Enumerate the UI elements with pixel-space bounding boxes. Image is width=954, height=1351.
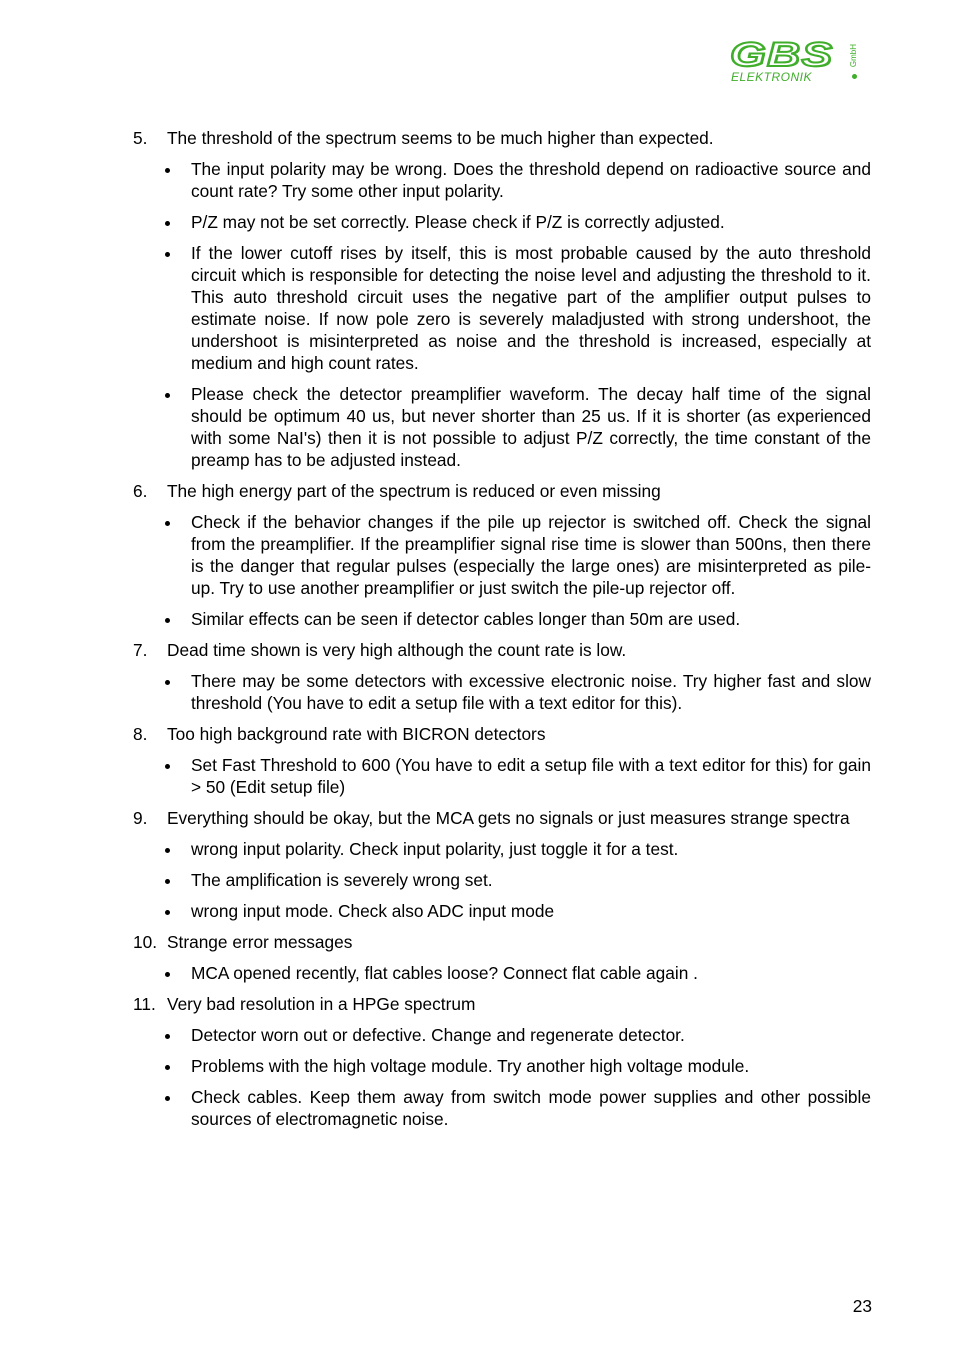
item-heading: Very bad resolution in a HPGe spectrum <box>167 994 476 1014</box>
bullet-dot-icon <box>165 221 170 226</box>
item-heading: Everything should be okay, but the MCA gets no signals or just measures strange spectra <box>167 808 850 828</box>
item-number: 9. <box>133 808 148 828</box>
bullet-item <box>133 754 871 798</box>
bullet-text: Check cables. Keep them away from switch mode power supplies and other possible sources of electromagnetic noise. <box>191 1087 871 1129</box>
item-number: 5. <box>133 128 148 148</box>
bullet-text: P/Z may not be set correctly. Please check if P/Z is correctly adjusted. <box>191 212 725 232</box>
bullet-item <box>133 1024 871 1046</box>
bullet-text: Problems with the high voltage module. Try another high voltage module. <box>191 1056 750 1076</box>
page-number: 23 <box>852 1296 872 1316</box>
bullet-dot-icon <box>165 252 170 257</box>
bullet-text: Please check the detector preamplifier waveform. The decay half time of the signal should be optimum 40 us, but never shorter than 25 us. If it is shorter (as experienced with some NaI's) then it is not possible to adjust P/Z correctly, the time constant of the preamp has to be adjusted instead. <box>191 384 871 470</box>
bullet-dot-icon <box>165 879 170 884</box>
bullet-text: If the lower cutoff rises by itself, this is most probable caused by the auto threshold circuit which is responsible for detecting the noise level and adjusting the threshold to it. This auto threshold circuit uses the negative part of the amplifier output pulses to estimate noise. If now pole zero is severely maladjusted with strong undershoot, the undershoot is misinterpreted as noise and the threshold is increased, especially at medium and high count rates. <box>191 243 871 373</box>
bullet-item <box>133 1055 871 1077</box>
list-item <box>133 723 871 745</box>
bullet-item <box>133 211 871 233</box>
troubleshooting-list <box>133 127 871 1139</box>
bullet-dot-icon <box>165 521 170 526</box>
bullet-text: Similar effects can be seen if detector cables longer than 50m are used. <box>191 609 741 629</box>
item-number: 8. <box>133 724 148 744</box>
bullet-item <box>133 962 871 984</box>
bullet-dot-icon <box>165 1096 170 1101</box>
bullet-dot-icon <box>165 972 170 977</box>
bullet-item <box>133 608 871 630</box>
item-number: 6. <box>133 481 148 501</box>
bullet-text: Detector worn out or defective. Change and regenerate detector. <box>191 1025 685 1045</box>
list-item <box>133 807 871 829</box>
item-heading: The threshold of the spectrum seems to be much higher than expected. <box>167 128 714 148</box>
item-number: 11. <box>133 994 156 1014</box>
bullet-item <box>133 242 871 374</box>
bullet-item <box>133 1086 871 1130</box>
item-number: 10. <box>133 932 158 952</box>
bullet-dot-icon <box>165 168 170 173</box>
item-heading: Strange error messages <box>167 932 353 952</box>
bullet-item <box>133 383 871 471</box>
bullet-dot-icon <box>165 1034 170 1039</box>
logo-gbs-text: GBS <box>730 36 834 74</box>
bullet-item <box>133 900 871 922</box>
list-item <box>133 931 871 953</box>
bullet-text: The amplification is severely wrong set. <box>191 870 493 890</box>
item-heading: Dead time shown is very high although the count rate is low. <box>167 640 627 660</box>
list-item <box>133 480 871 502</box>
bullet-text: The input polarity may be wrong. Does the threshold depend on radioactive source and count rate? Try some other input polarity. <box>191 159 871 201</box>
bullet-dot-icon <box>165 393 170 398</box>
bullet-dot-icon <box>165 1065 170 1070</box>
logo-gmbh-text: GmbH <box>849 44 858 68</box>
bullet-text: Set Fast Threshold to 600 (You have to edit a setup file with a text editor for this) for gain > 50 (Edit setup file) <box>191 755 871 797</box>
item-number: 7. <box>133 640 148 660</box>
logo-elektronik-text: ELEKTRONIK <box>731 70 813 84</box>
bullet-text: Check if the behavior changes if the pile up rejector is switched off. Check the signal from the preamplifier. If the preamplifier signal rise time is slower than 500ns, then there is the danger that regular pulses (especially the large ones) are misinterpreted as pile-up. Try to use another preamplifier or just switch the pile-up rejector off. <box>191 512 871 598</box>
list-item <box>133 127 871 149</box>
logo-dot <box>852 74 857 79</box>
bullet-dot-icon <box>165 910 170 915</box>
bullet-item <box>133 670 871 714</box>
bullet-text: MCA opened recently, flat cables loose? Connect flat cable again . <box>191 963 698 983</box>
company-logo <box>728 36 864 86</box>
item-heading: The high energy part of the spectrum is reduced or even missing <box>167 481 661 501</box>
list-item <box>133 993 871 1015</box>
bullet-dot-icon <box>165 764 170 769</box>
bullet-item <box>133 869 871 891</box>
bullet-dot-icon <box>165 680 170 685</box>
bullet-item <box>133 158 871 202</box>
bullet-text: wrong input mode. Check also ADC input mode <box>191 901 555 921</box>
list-item <box>133 639 871 661</box>
bullet-text: wrong input polarity. Check input polarity, just toggle it for a test. <box>191 839 679 859</box>
item-heading: Too high background rate with BICRON detectors <box>167 724 546 744</box>
bullet-text: There may be some detectors with excessive electronic noise. Try higher fast and slow threshold (You have to edit a setup file with a text editor for this). <box>191 671 871 713</box>
bullet-item <box>133 511 871 599</box>
bullet-dot-icon <box>165 618 170 623</box>
bullet-item <box>133 838 871 860</box>
bullet-dot-icon <box>165 848 170 853</box>
